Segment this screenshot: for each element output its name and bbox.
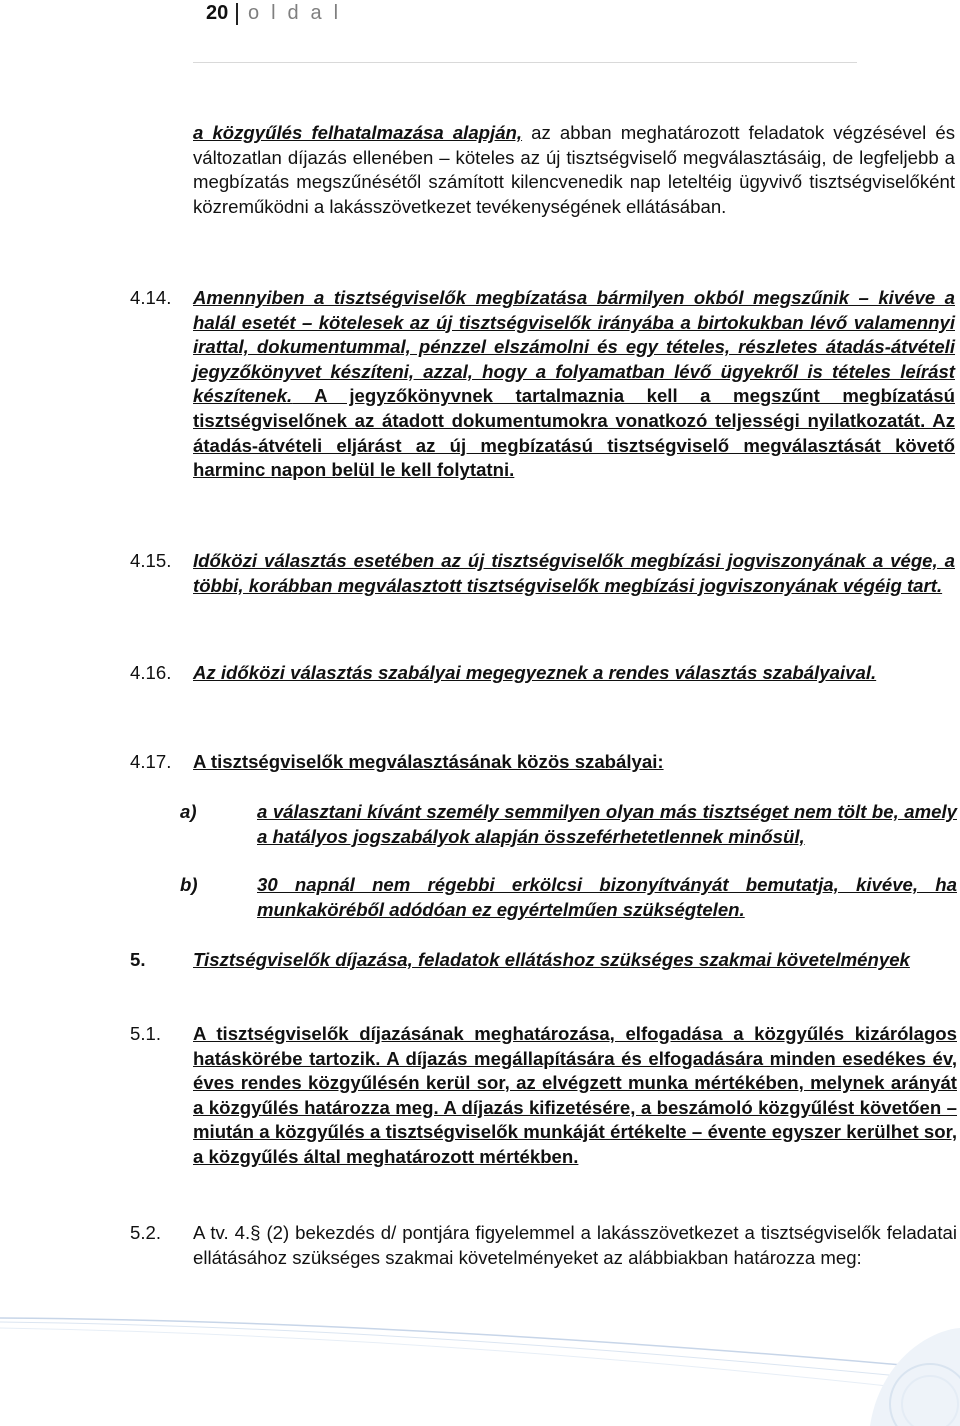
list-item: a választani kívánt személy semmilyen olyan más tisztséget nem tölt be, amely a hatályos jogszabályok alapján összeférhetetlennek minősül, — [257, 801, 957, 847]
list-marker: b) — [180, 874, 198, 895]
list-item: 30 napnál nem régebbi erkölcsi bizonyítványát bemutatja, kivéve, ha munkaköréből adódóan ez egyértelműen szükségtelen. — [257, 874, 957, 920]
intro-text: az abban meghatározott feladatok végzésével és változatlan díjazás ellenében – köteles az új tisztségviselő megválasztásáig, de legfeljebb a megbízatás megszűnésétől számított kilencvenedik nap leteltéig ügyvivő tisztségviselőként közreműködni a lakásszövetkezet tevékenységének ellátásában. — [193, 122, 956, 217]
list-marker: a) — [180, 801, 197, 822]
section-4-14-part2: A jegyzőkönyvnek tartalmaznia kell a megszűnt megbízatású tisztségviselőnek az átadott dokumentumokra vonatkozó teljességi nyilatkozatát. Az átadás-átvételi eljárást az új megbízatású tisztségviselő megválasztását követő harminc napon belül le kell folytatni. — [193, 385, 955, 481]
header-divider — [236, 3, 238, 25]
section-4-14 — [193, 286, 955, 483]
section-number: 4.17. — [130, 751, 172, 772]
section-number: 5.2. — [130, 1222, 162, 1243]
section-4-17: A tisztségviselők megválasztásának közös szabályai: — [193, 751, 664, 772]
section-4-15: Időközi választás esetében az új tisztségviselők megbízási jogviszonyának a vége, a többi, korábban megválasztott tisztségviselők megbízási jogviszonyának végéig tart. — [193, 550, 955, 596]
page-label: o l d a l — [248, 2, 342, 24]
page-header — [193, 0, 857, 63]
section-4-16: Az időközi választás szabályai megegyeznek a rendes választás szabályaival. — [193, 662, 877, 683]
section-4-14-part1: Amennyiben a tisztségviselők megbízatása bármilyen okból megszűnik – kivéve a halál esetét – kötelesek az új tisztségviselők irányába a birtokukban lévő valamennyi irattal, dokumentummal, pénzzel elszámolni és egy tételes, részletes átadás-átvételi jegyzőkönyvet készíteni, azzal, hogy a folyamatban lévő ügyekről is tételes leírást készítenek. — [193, 287, 955, 407]
section-number: 4.14. — [130, 287, 172, 308]
section-5-1: A tisztségviselők díjazásának meghatározása, elfogadása a közgyűlés kizárólagos hatáskörébe tartozik. A díjazás megállapítására és elfogadására minden esedékes év, éves rendes közgyűlésén kerül sor, az elvégzett munka mértékében, melynek arányát a közgyűlés határozza meg. A díjazás kifizetésére, a beszámoló közgyűlést követően – miután a közgyűlés a tisztségviselők munkáját értékelte – évente egyszer kerülhet sor, a közgyűlés által meghatározott mértékben. — [193, 1023, 957, 1167]
chapter-title: Tisztségviselők díjazása, feladatok ellátáshoz szükséges szakmai követelmények — [193, 949, 910, 970]
intro-lead: a közgyűlés felhatalmazása alapján, — [193, 122, 523, 143]
section-number: 4.15. — [130, 550, 172, 571]
section-number: 4.16. — [130, 662, 172, 683]
section-5-2: A tv. 4.§ (2) bekezdés d/ pontjára figyelemmel a lakásszövetkezet a tisztségviselők feladatai ellátásához szükséges szakmai követelményeket az alábbiakban határozza meg: — [193, 1222, 957, 1268]
section-number: 5.1. — [130, 1023, 162, 1044]
chapter-number: 5. — [130, 949, 146, 970]
footer-wave-decoration — [0, 1300, 960, 1426]
page-number: 20 — [206, 2, 229, 24]
intro-paragraph — [193, 121, 955, 219]
